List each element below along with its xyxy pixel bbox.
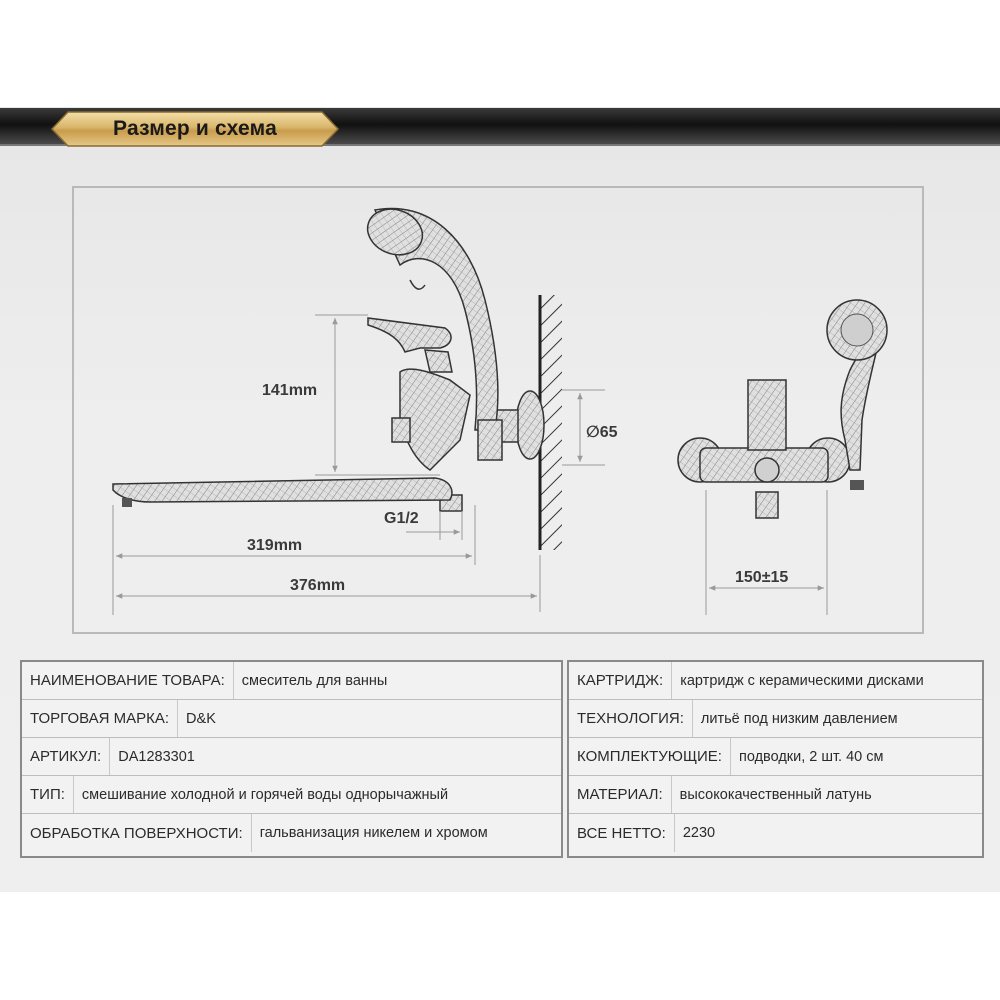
spec-label: ТЕХНОЛОГИЯ: [569,700,693,737]
spec-value: 2230 [682,825,716,841]
faucet-front-view [678,300,887,518]
spec-row [22,776,561,814]
spec-value: DA1283301 [118,748,195,765]
spec-table-left [20,660,563,858]
spec-value: D&K [186,710,216,727]
spec-label: МАТЕРИАЛ: [569,776,672,813]
spec-value: смеситель для ванны [241,672,388,689]
spec-value: высококачественный латунь [679,786,872,803]
dimension-height-label: 141mm [262,382,318,399]
spec-value: литьё под низким давлением [700,710,898,727]
spec-value: подводки, 2 шт. 40 см [738,748,884,765]
spec-label: ВСЕ НЕТТО: [569,814,675,852]
spec-row [22,738,561,776]
spout [113,478,452,507]
dimension-spout-label: 319mm [247,537,303,554]
spec-value: картридж с керамическими дисками [680,672,924,689]
spec-row [569,814,982,852]
spec-label: ОБРАБОТКА ПОВЕРХНОСТИ: [22,814,252,852]
spec-label: ТОРГОВАЯ МАРКА: [22,700,178,737]
spec-label: НАИМЕНОВАНИЕ ТОВАРА: [22,662,234,699]
spec-label: КОМПЛЕКТУЮЩИЕ: [569,738,731,775]
section-title: Размер и схема [113,117,277,140]
spec-value: гальванизация никелем и хромом [259,825,488,841]
spec-table-right [567,660,984,858]
spec-value: смешивание холодной и горячей воды однорычажный [81,786,449,803]
spec-row [22,814,561,852]
dimension-total-label: 376mm [290,577,346,594]
spec-row [569,700,982,738]
spec-label: КАРТРИДЖ: [569,662,672,699]
spec-row [569,776,982,814]
spec-row [22,700,561,738]
dimension-thread-label: G1/2 [384,510,419,527]
spec-label: АРТИКУЛ: [22,738,110,775]
dimension-center-label: 150±15 [735,569,789,586]
spec-label: ТИП: [22,776,74,813]
spec-row [569,738,982,776]
spec-row [569,662,982,700]
dimension-flange-label: ∅65 [586,424,618,441]
spec-row [22,662,561,700]
